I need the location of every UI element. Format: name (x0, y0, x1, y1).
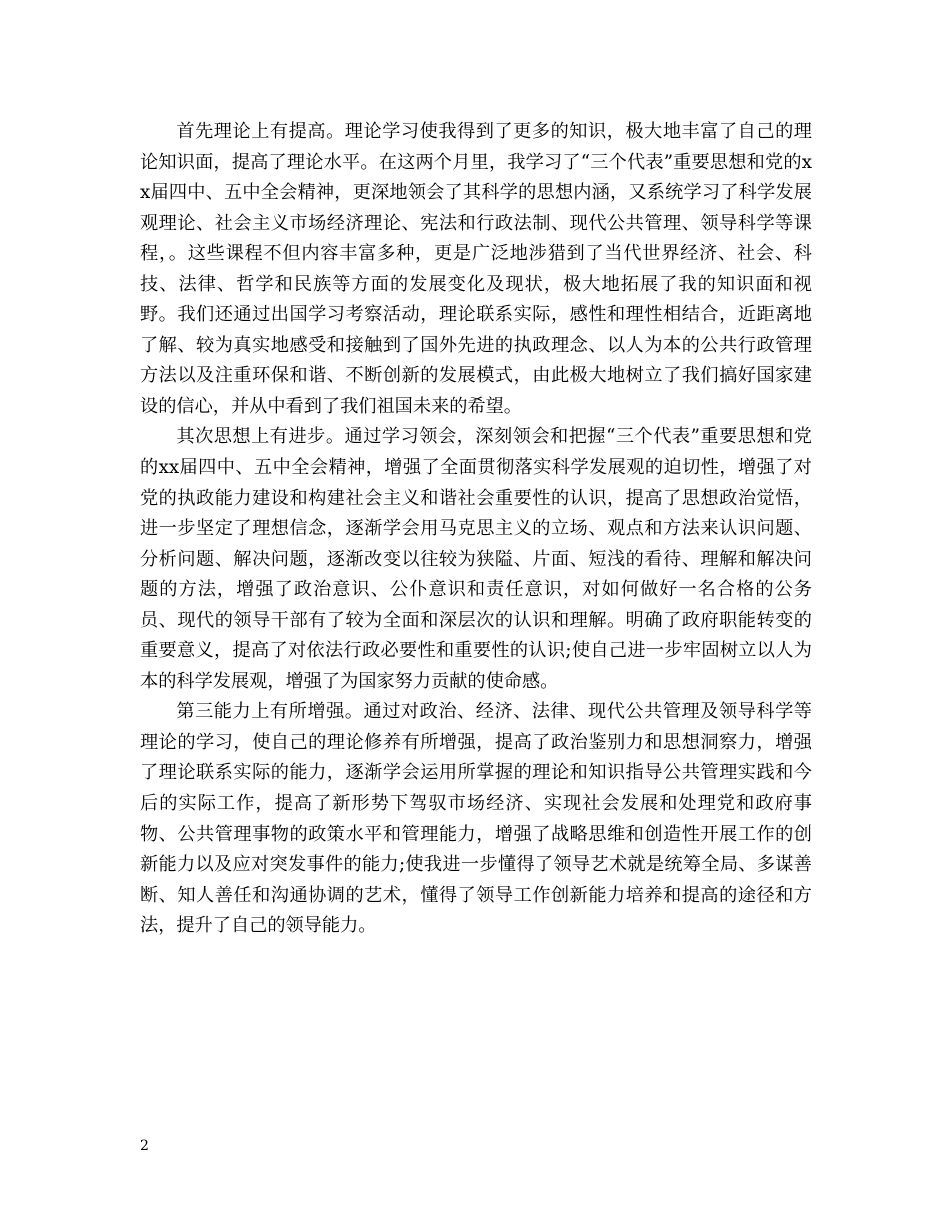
page-number: 2 (140, 1138, 149, 1154)
paragraph-thought: 其次思想上有进步。通过学习领会，深刻领会和把握“三个代表”重要思想和党的xx届四中、五中全会精神，增强了全面贯彻落实科学发展观的迫切性，增强了对党的执政能力建设和构建社会主义和谐社会重要性的认识，提高了思想政治觉悟，进一步坚定了理想信念，逐渐学会用马克思主义的立场、观点和方法来认识问题、分析问题、解决问题，逐渐改变以往较为狭隘、片面、短浅的看待、理解和解决问题的方法，增强了政治意识、公仆意识和责任意识，对如何做好一名合格的公务员、现代的领导干部有了较为全面和深层次的认识和理解。明确了政府职能转变的重要意义，提高了对依法行政必要性和重要性的认识;使自己进一步牢固树立以人为本的科学发展观，增强了为国家努力贡献的使命感。 (140, 426, 812, 692)
document-body (140, 117, 812, 942)
paragraph-theory: 首先理论上有提高。理论学习使我得到了更多的知识，极大地丰富了自己的理论知识面，提高了理论水平。在这两个月里，我学习了“三个代表”重要思想和党的xx届四中、五中全会精神，更深地领会了其科学的思想内涵，又系统学习了科学发展观理论、社会主义市场经济理论、宪法和行政法制、现代公共管理、领导科学等课程，。这些课程不但内容丰富多种，更是广泛地涉猎到了当代世界经济、社会、科技、法律、哲学和民族等方面的发展变化及现状，极大地拓展了我的知识面和视野。我们还通过出国学习考察活动，理论联系实际，感性和理性相结合，近距离地了解、较为真实地感受和接触到了国外先进的执政理念、以人为本的公共行政管理方法以及注重环保和谐、不断创新的发展模式，由此极大地树立了我们搞好国家建设的信心，并从中看到了我们祖国未来的希望。 (140, 121, 812, 417)
paragraph-ability: 第三能力上有所增强。通过对政治、经济、法律、现代公共管理及领导科学等理论的学习，使自己的理论修养有所增强，提高了政治鉴别力和思想洞察力，增强了理论联系实际的能力，逐渐学会运用所掌握的理论和知识指导公共管理实践和今后的实际工作，提高了新形势下驾驭市场经济、实现社会发展和处理党和政府事物、公共管理事物的政策水平和管理能力，增强了战略思维和创造性开展工作的创新能力以及应对突发事件的能力;使我进一步懂得了领导艺术就是统筹全局、多谋善断、知人善任和沟通协调的艺术，懂得了领导工作创新能力培养和提高的途径和方法，提升了自己的领导能力。 (140, 701, 812, 937)
